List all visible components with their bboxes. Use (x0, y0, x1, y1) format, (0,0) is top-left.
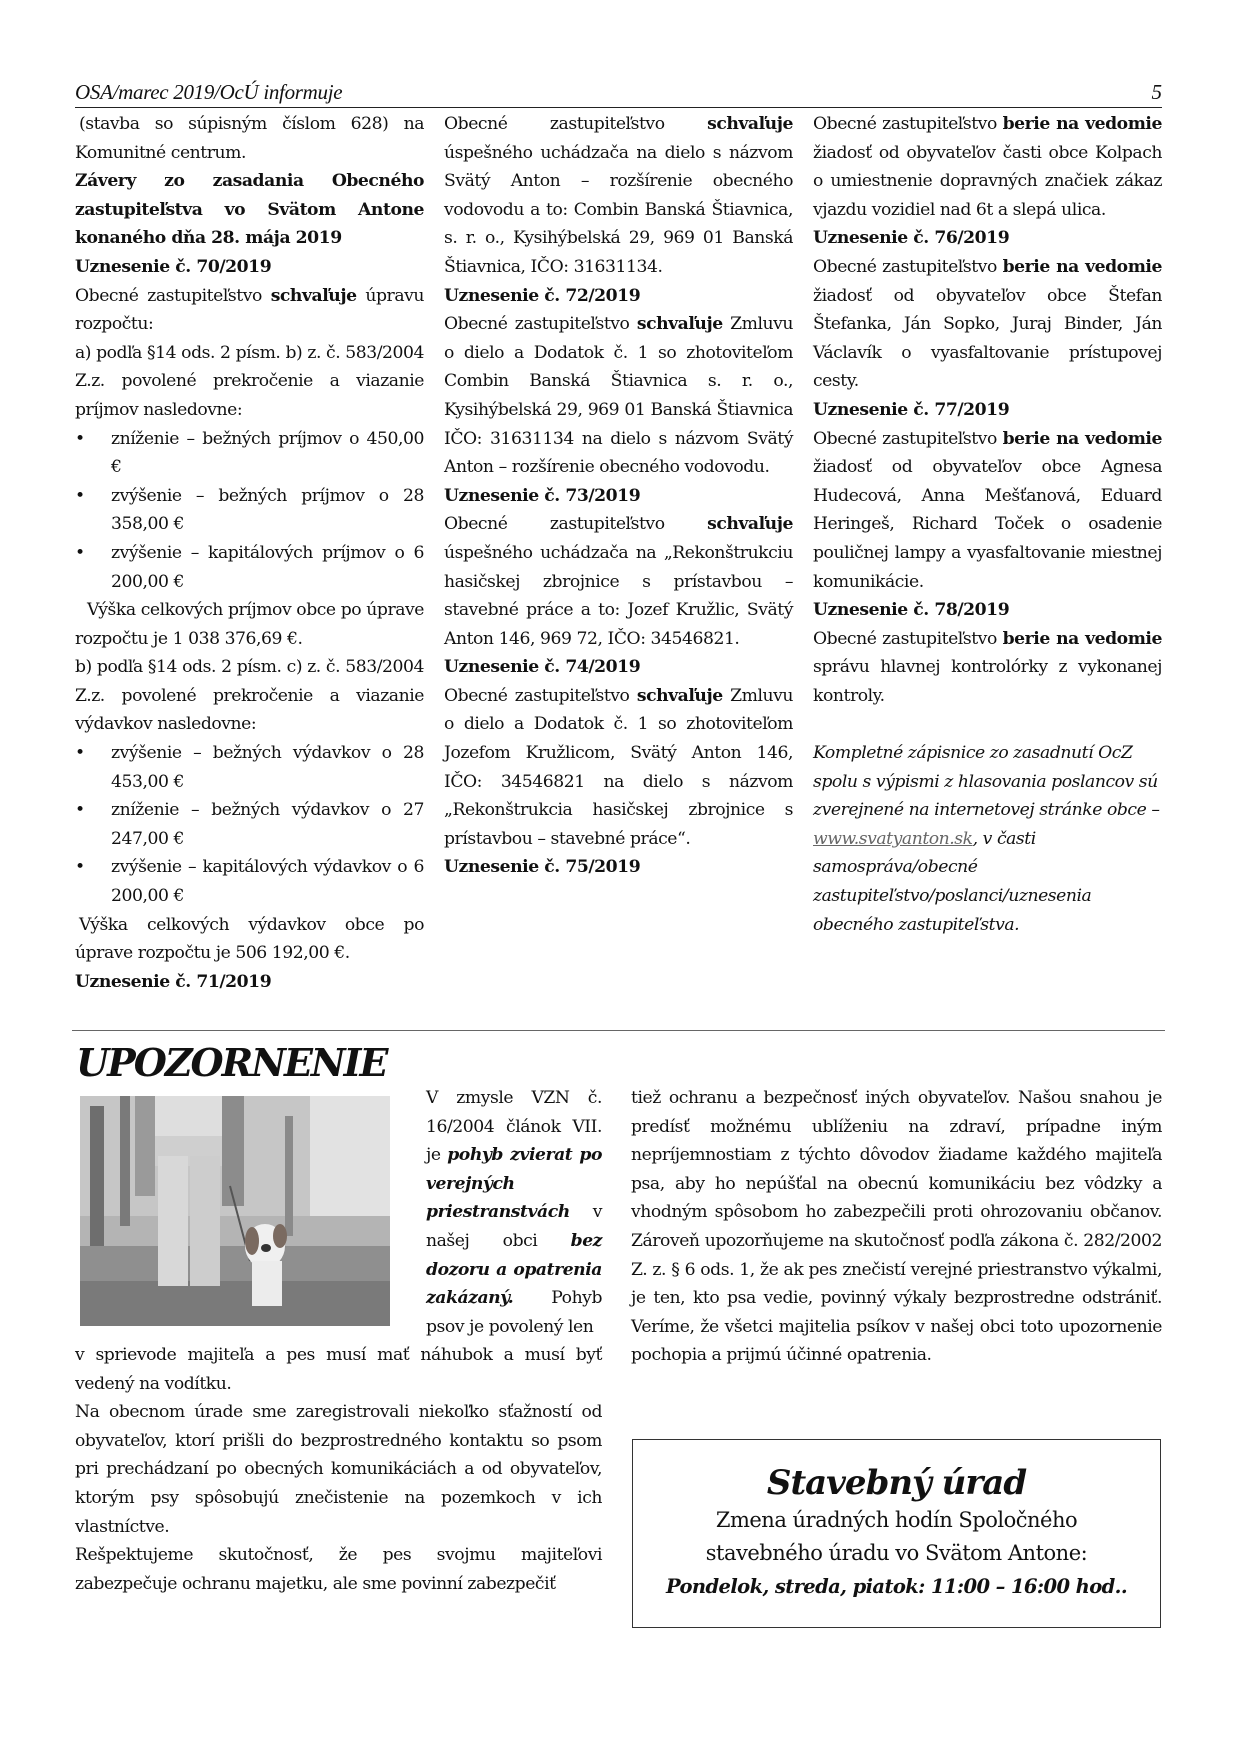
dog-walking-photo (80, 1096, 390, 1326)
photo-illustration (80, 1096, 390, 1326)
income-total: Výška celkových príjmov obce po úprave rozpočtu je 1 038 376,69 €. (75, 600, 424, 649)
box-line-2: stavebného úradu vo Svätom Antone: (705, 1541, 1088, 1565)
notice-complaints: Na obecnom úrade sme zaregistrovali niekoľko sťažností od obyvateľov, ktorí prišli do bezprostredného kontaktu so psom pri prechádzaní po obecných komunikáciách a od obyvateľov, ktorým psy spôsobujú znečistenie na pozemkoch v ich vlastníctve. (75, 1402, 602, 1537)
lead-verb: berie na vedomie (1002, 628, 1162, 649)
resolution-74-body (444, 682, 793, 854)
body-text: žiadosť od obyvateľov obce Agnesa Hudecová, Anna Mešťanová, Eduard Heringeš, Richard Toček o osadenie pouličnej lampy a vyasfaltovanie miestnej komunikácie. (813, 457, 1162, 592)
resolution-74-heading: Uznesenie č. 74/2019 (444, 657, 641, 678)
lead-text: Obecné zastupiteľstvo (75, 285, 262, 306)
notice-left-text (75, 1341, 602, 1598)
resolution-70-lead (75, 282, 424, 339)
expense-total: Výška celkových výdavkov obce po úprave rozpočtu je 506 192,00 €. (75, 914, 424, 964)
resolution-72-heading: Uznesenie č. 72/2019 (444, 285, 641, 306)
resolution-77-body (813, 425, 1162, 597)
page-number: 5 (1151, 80, 1162, 104)
column-2 (444, 110, 793, 882)
meeting-heading: Závery zo zasadania Obecného zastupiteľstva vo Svätom Antone konaného dňa 28. mája 2019 (75, 171, 424, 249)
part-a: a) podľa §14 ods. 2 písm. b) z. č. 583/2004 Z.z. povolené prekročenie a viazanie príjmov nasledovne: (75, 342, 424, 420)
resolution-73-heading: Uznesenie č. 73/2019 (444, 485, 641, 506)
lead-verb: schvaľuje (707, 514, 793, 535)
part-b: b) podľa §14 ods. 2 písm. c) z. č. 583/2004 Z.z. povolené prekročenie a viazanie výdavkov nasledovne: (75, 657, 424, 735)
office-hours: Pondelok, streda, piatok: 11:00 – 16:00 hod.. (665, 1575, 1128, 1598)
resolution-77-heading: Uznesenie č. 77/2019 (813, 399, 1010, 420)
lead-text: Obecné zastupiteľstvo (813, 114, 997, 134)
resolution-78-heading: Uznesenie č. 78/2019 (813, 600, 1010, 621)
section-divider (72, 1030, 1165, 1031)
body-text: žiadosť od obyvateľov časti obce Kolpach o umiestnenie dopravných značiek zákaz vjazdu vozidiel nad 6t a slepá ulica. (813, 142, 1162, 220)
resolution-75-heading: Uznesenie č. 75/2019 (444, 857, 641, 878)
list-item: • zvýšenie – kapitálových príjmov o 6 200,00 € (75, 539, 424, 596)
lead-verb: berie na vedomie (1002, 256, 1162, 277)
lead-verb: berie na vedomie (1002, 114, 1162, 134)
page-header (75, 78, 1162, 108)
spacer (813, 710, 1162, 739)
resolution-73-body (444, 510, 793, 653)
lead-verb: schvaľuje (636, 314, 723, 335)
emphasis-forbidden: bez dozoru a opatrenia zakázaný. (426, 1230, 602, 1309)
end-text: Pohyb psov je povolený len (426, 1288, 602, 1337)
building-office-box (632, 1439, 1161, 1628)
lead-verb: schvaľuje (707, 114, 793, 134)
lead-text: Obecné zastupiteľstvo (444, 314, 630, 335)
lead-text: Obecné zastupiteľstvo (444, 514, 665, 535)
notice-intro (426, 1084, 602, 1341)
lead-verb: schvaľuje (636, 685, 723, 706)
list-item: • zvýšenie – bežných výdavkov o 28 453,00 € (75, 739, 424, 796)
resolution-70-heading: Uznesenie č. 70/2019 (75, 256, 272, 277)
income-list (75, 425, 424, 597)
lead-object: úpravu rozpočtu: (75, 285, 425, 335)
lead-verb: berie na vedomie (1002, 428, 1162, 449)
resolution-76-body (813, 253, 1162, 396)
list-item: • zvýšenie – bežných príjmov o 28 358,00 € (75, 482, 424, 539)
resolution-72-body (444, 310, 793, 482)
body-text: žiadosť od obyvateľov obce Štefan Štefanka, Ján Sopko, Juraj Binder, Ján Václavík o vyasfaltovanie prístupovej cesty. (813, 285, 1162, 392)
body-text: Zmluvu o dielo a Dodatok č. 1 so zhotoviteľom Combin Banská Štiavnica s. r. o., Kysihýbelská 29, 969 01 Banská Štiavnica IČO: 31631134 na dielo s názvom Svätý Anton – rozšírenie obecného vodovodu. (444, 314, 794, 478)
list-item: • zvýšenie – kapitálových výdavkov o 6 200,00 € (75, 853, 424, 910)
publication-title: OSA/marec 2019/OcÚ informuje (75, 80, 343, 104)
expense-list (75, 739, 424, 911)
note-text-end: , v časti samospráva/obecné zastupiteľstvo/poslanci/uznesenia obecného zastupiteľstva. (813, 828, 1092, 935)
lead-text: Obecné zastupiteľstvo (813, 628, 997, 649)
resolution-71-body (444, 110, 793, 282)
notice-right-text (631, 1084, 1162, 1370)
lead-text: Obecné zastupiteľstvo (444, 114, 665, 134)
column-1 (75, 110, 424, 996)
notice-title: UPOZORNENIE (76, 1040, 387, 1085)
list-item: • zníženie – bežných príjmov o 450,00 € (75, 425, 424, 482)
intro-text: V zmysle VZN č. 16/2004 článok VII. je (426, 1088, 602, 1166)
body-text: úspešného uchádzača na „Rekonštrukciu hasičskej zbrojnice s prístavbou – stavebné práce a to: Jozef Kružlic, Svätý Anton 146, 969 72, IČO: 34546821. (444, 542, 793, 649)
body-text: správu hlavnej kontrolórky z vykonanej kontroly. (813, 657, 1162, 706)
notice-respect: Rešpektujeme skutočnosť, že pes svojmu majiteľovi zabezpečuje ochranu majetku, ale sme povinní zabezpečiť (75, 1545, 602, 1594)
body-text: úspešného uchádzača na dielo s názvom Svätý Anton – rozšírenie obecného vodovodu a to: Combin Banská Štiavnica, s. r. o., Kysihýbelská 29, 969 01 Banská Štiavnica, IČO: 31631134. (444, 142, 793, 277)
lead-verb: schvaľuje (270, 285, 357, 306)
notice-continuation: v sprievode majiteľa a pes musí mať náhubok a musí byť vedený na vodítku. (75, 1345, 602, 1394)
list-item: • zníženie – bežných výdavkov o 27 247,00 € (75, 796, 424, 853)
resolution-75-body (813, 110, 1162, 224)
box-line-1: Zmena úradných hodín Spoločného (715, 1508, 1078, 1532)
website-link[interactable]: www.svatyanton.sk (813, 828, 973, 849)
body-text: Zmluvu o dielo a Dodatok č. 1 so zhotoviteľom Jozefom Kružlicom, Svätý Anton 146, IČO: 34546821 na dielo s názvom „Rekonštrukcia hasičskej zbrojnice s prístavbou – stavebné práce“. (444, 685, 794, 849)
notice-side-text (426, 1084, 602, 1341)
box-title: Stavebný úrad (766, 1463, 1027, 1503)
lead-text: Obecné zastupiteľstvo (813, 428, 997, 449)
resolution-71-heading: Uznesenie č. 71/2019 (75, 971, 272, 992)
column-3 (813, 110, 1162, 939)
resolution-78-body (813, 625, 1162, 711)
notice-safety: tiež ochranu a bezpečnosť iných obyvateľov. Našou snahou je predísť možnému ublíženiu na zdraví, prípadne iným nepríjemnostiam z týchto dôvodov žiadame každého majiteľa psa, aby ho nepúšťal na obecnú komunikáciu bez vôdzky a vhodným spôsobom ho zabezpečili proti ohrozovaniu občanov. Zároveň upozorňujeme na skutočnosť podľa zákona č. 282/2002 Z. z. § 6 ods. 1, že ak pes znečistí verejné priestranstvo výkalmi, je ten, kto psa vedie, povinný výkaly bezprostredne odstrániť. Veríme, že všetci majitelia psíkov v našej obci toto upozornenie pochopia a prijmú účinné opatrenia. (631, 1088, 1162, 1366)
resolution-76-heading: Uznesenie č. 76/2019 (813, 228, 1010, 249)
mid-text: v našej obci (426, 1202, 602, 1251)
lead-text: Obecné zastupiteľstvo (813, 256, 997, 277)
note-text: Kompletné zápisnice zo zasadnutí OcZ spolu s výpismi z hlasovania poslancov sú zverejnené na internetovej stránke obce – (813, 743, 1160, 821)
minutes-note (813, 739, 1162, 939)
lead-text: Obecné zastupiteľstvo (444, 685, 630, 706)
emphasis-public-spaces: pohyb zvierat po verejných priestranstvách (426, 1145, 603, 1223)
intro-continuation: (stavba so súpisným číslom 628) na Komunitné centrum. (75, 114, 424, 163)
